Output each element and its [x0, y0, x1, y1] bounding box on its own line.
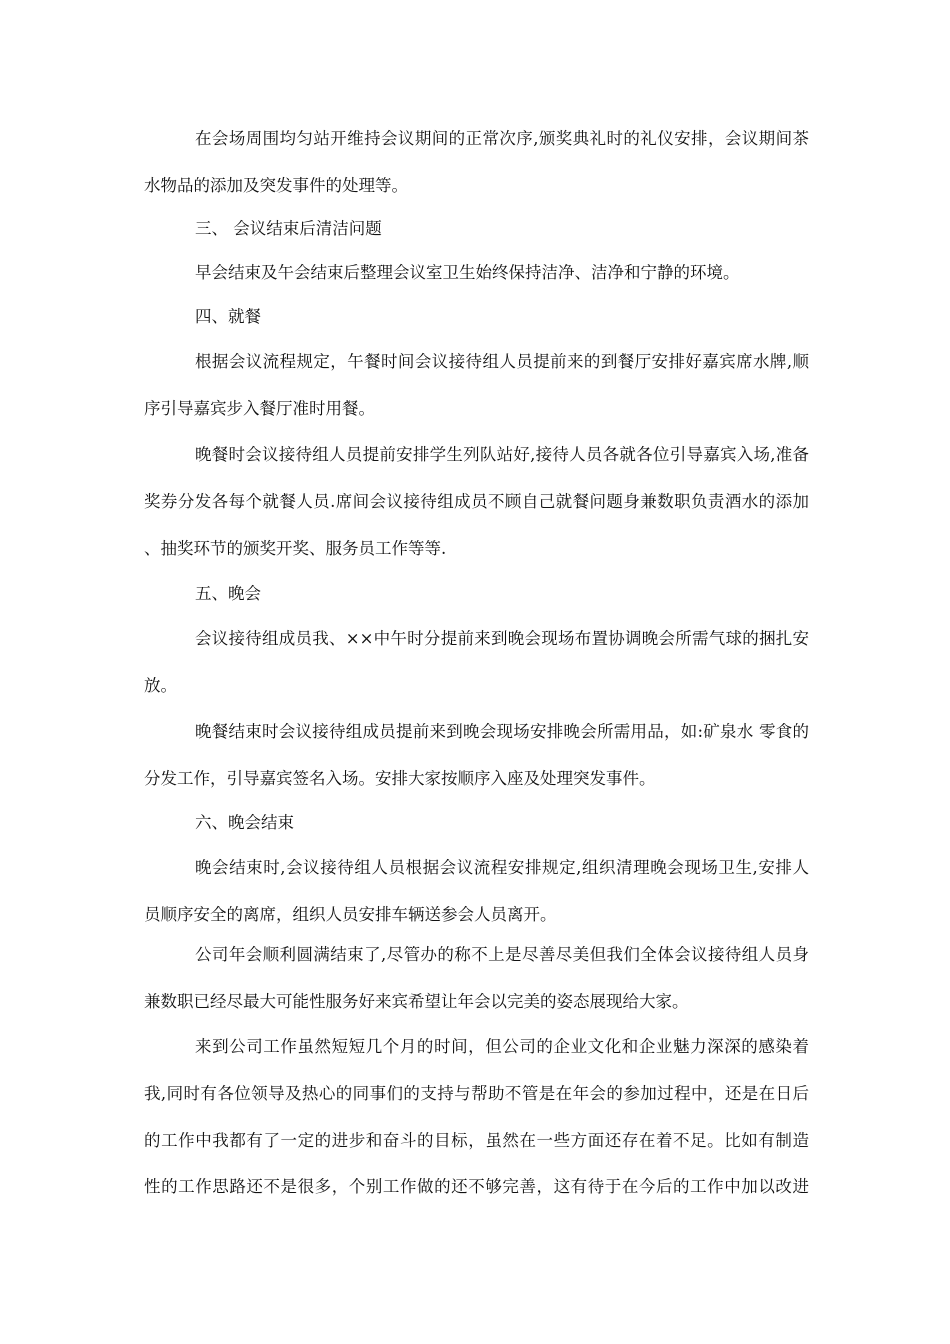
text-line: 奖券分发各每个就餐人员.席间会议接待组成员不顾自己就餐问题身兼数职负责酒水的添加 [144, 492, 809, 511]
text-line: 早会结束及午会结束后整理会议室卫生始终保持洁净、洁净和宁静的环境。 [195, 263, 740, 282]
text-line: 兼数职已经尽最大可能性服务好来宾希望让年会以完美的姿态展现给大家。 [144, 992, 689, 1011]
text-line: 根据会议流程规定，午餐时间会议接待组人员提前来的到餐厅安排好嘉宾席水牌,顺 [195, 352, 809, 371]
section-heading: 五、晚会 [195, 584, 261, 603]
text-line: 员顺序安全的离席，组织人员安排车辆送参会人员离开。 [144, 905, 557, 924]
section-heading: 四、就餐 [195, 307, 261, 326]
section-heading: 三、 会议结束后清洁问题 [195, 219, 382, 238]
text-line: 、抽奖环节的颁奖开奖、服务员工作等等. [144, 539, 447, 558]
text-line: 性的工作思路还不是很多，个别工作做的还不够完善，这有待于在今后的工作中加以改进 [144, 1177, 809, 1196]
text-line: 在会场周围均匀站开维持会议期间的正常次序,颁奖典礼时的礼仪安排，会议期间茶 [195, 129, 809, 148]
text-line: 我,同时有各位领导及热心的同事们的支持与帮助不管是在年会的参加过程中，还是在日后 [144, 1084, 809, 1103]
text-line: 公司年会顺利圆满结束了,尽管办的称不上是尽善尽美但我们全体会议接待组人员身 [195, 945, 809, 964]
text-line: 晚会结束时,会议接待组人员根据会议流程安排规定,组织清理晚会现场卫生,安排人 [195, 858, 809, 877]
text-line: 水物品的添加及突发事件的处理等。 [144, 176, 408, 195]
text-line: 会议接待组成员我、××中午时分提前来到晚会现场布置协调晚会所需气球的捆扎安 [195, 629, 809, 648]
text-line: 分发工作，引导嘉宾签名入场。安排大家按顺序入座及处理突发事件。 [144, 769, 656, 788]
section-heading: 六、晚会结束 [195, 813, 294, 832]
text-line: 放。 [144, 676, 177, 695]
text-line: 晚餐结束时会议接待组成员提前来到晚会现场安排晚会所需用品，如:矿泉水 零食的 [195, 722, 809, 741]
text-line: 序引导嘉宾步入餐厅准时用餐。 [144, 399, 375, 418]
text-line: 的工作中我都有了一定的进步和奋斗的目标，虽然在一些方面还存在着不足。比如有制造 [144, 1131, 809, 1150]
text-line: 来到公司工作虽然短短几个月的时间，但公司的企业文化和企业魅力深深的感染着 [195, 1037, 809, 1056]
text-line: 晚餐时会议接待组人员提前安排学生列队站好,接待人员各就各位引导嘉宾入场,准备 [195, 445, 809, 464]
